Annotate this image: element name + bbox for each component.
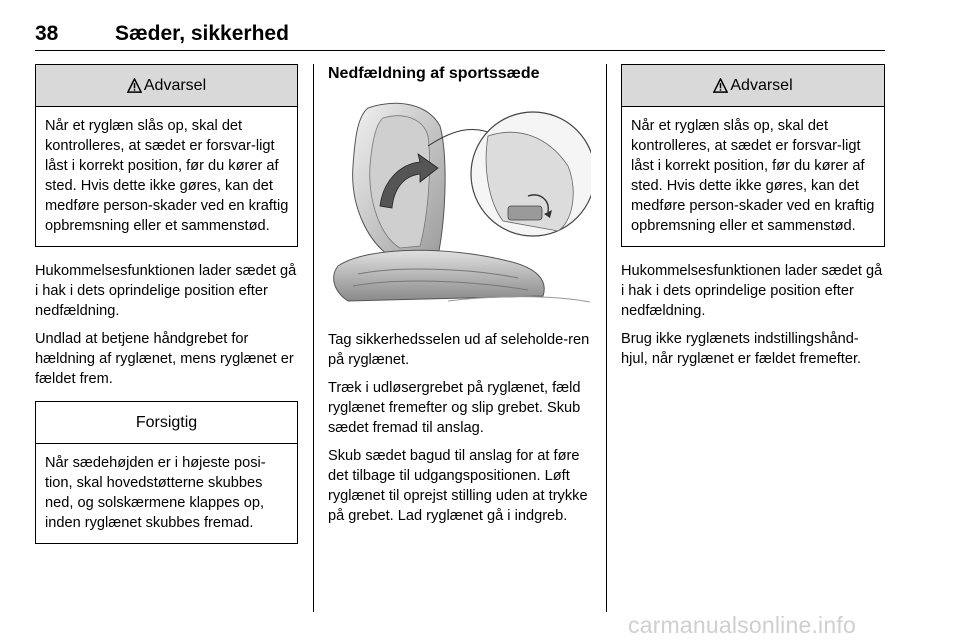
paragraph: Brug ikke ryglænets indstillingshånd-hjul, når ryglænet er fældet fremefter. [621,331,862,367]
warning-title: Advarsel [143,76,207,94]
caution-header [36,402,297,444]
warning-triangle-icon [713,78,728,93]
seat-fold-illustration [328,96,591,311]
column-middle [328,64,591,534]
paragraph: Hukommelsesfunktionen lader sædet gå i hak i dets oprindelige position efter nedfældning. [35,263,297,319]
caution-box [35,401,298,544]
warning-text: Når et ryglæn slås op, skal det kontrolleres, at sædet er forsvar-ligt låst i korrekt position, før du kører af sted. Hvis dette ikke gøres, kan det medføre person-skader ved en kraftig opbremsning eller et sammenstød. [631,118,875,234]
column-right [621,64,885,377]
section-heading: Nedfældning af sportssæde [328,65,540,82]
caution-title: Forsigtig [135,413,198,431]
warning-box [621,64,885,247]
warning-title: Advarsel [730,76,793,94]
warning-box [35,64,298,247]
warning-text: Når et ryglæn slås op, skal det kontrolleres, at sædet er forsvar-ligt låst i korrekt position, før du kører af sted. Hvis dette ikke gøres, kan det medføre person-skader ved en kraftig opbremsning eller et sammenstød. [45,118,289,234]
paragraph: Skub sædet bagud til anslag for at føre det tilbage til udgangspositionen. Løft ryglænet til oprejst stilling uden at trykke på grebet. Lad ryglænet gå i indgreb. [328,448,588,524]
page-number: 38 [35,22,59,45]
paragraph: Hukommelsesfunktionen lader sædet gå i hak i dets oprindelige position efter nedfældning. [621,263,883,319]
warning-triangle-icon [127,78,142,93]
page-title: Sæder, sikkerhed [115,22,289,45]
warning-header [622,65,884,107]
watermark: carmanualsonline.info [628,612,856,638]
paragraph: Undlad at betjene håndgrebet for hældning af ryglænet, mens ryglænet er fældet frem. [35,331,294,387]
caution-text: Når sædehøjden er i højeste posi-tion, skal hovedstøtterne skubbes ned, og solskærmene klappes op, inden ryglænet skubbes fremad. [45,455,266,531]
column-divider [606,64,607,612]
paragraph: Træk i udløsergrebet på ryglænet, fæld ryglænet fremefter og slip grebet. Skub sædet fremad til anslag. [328,380,581,436]
paragraph: Tag sikkerhedsselen ud af seleholde-ren på ryglænet. [328,332,590,368]
warning-header [36,65,297,107]
column-left [35,64,298,544]
column-divider [313,64,314,612]
page-header [35,22,885,51]
